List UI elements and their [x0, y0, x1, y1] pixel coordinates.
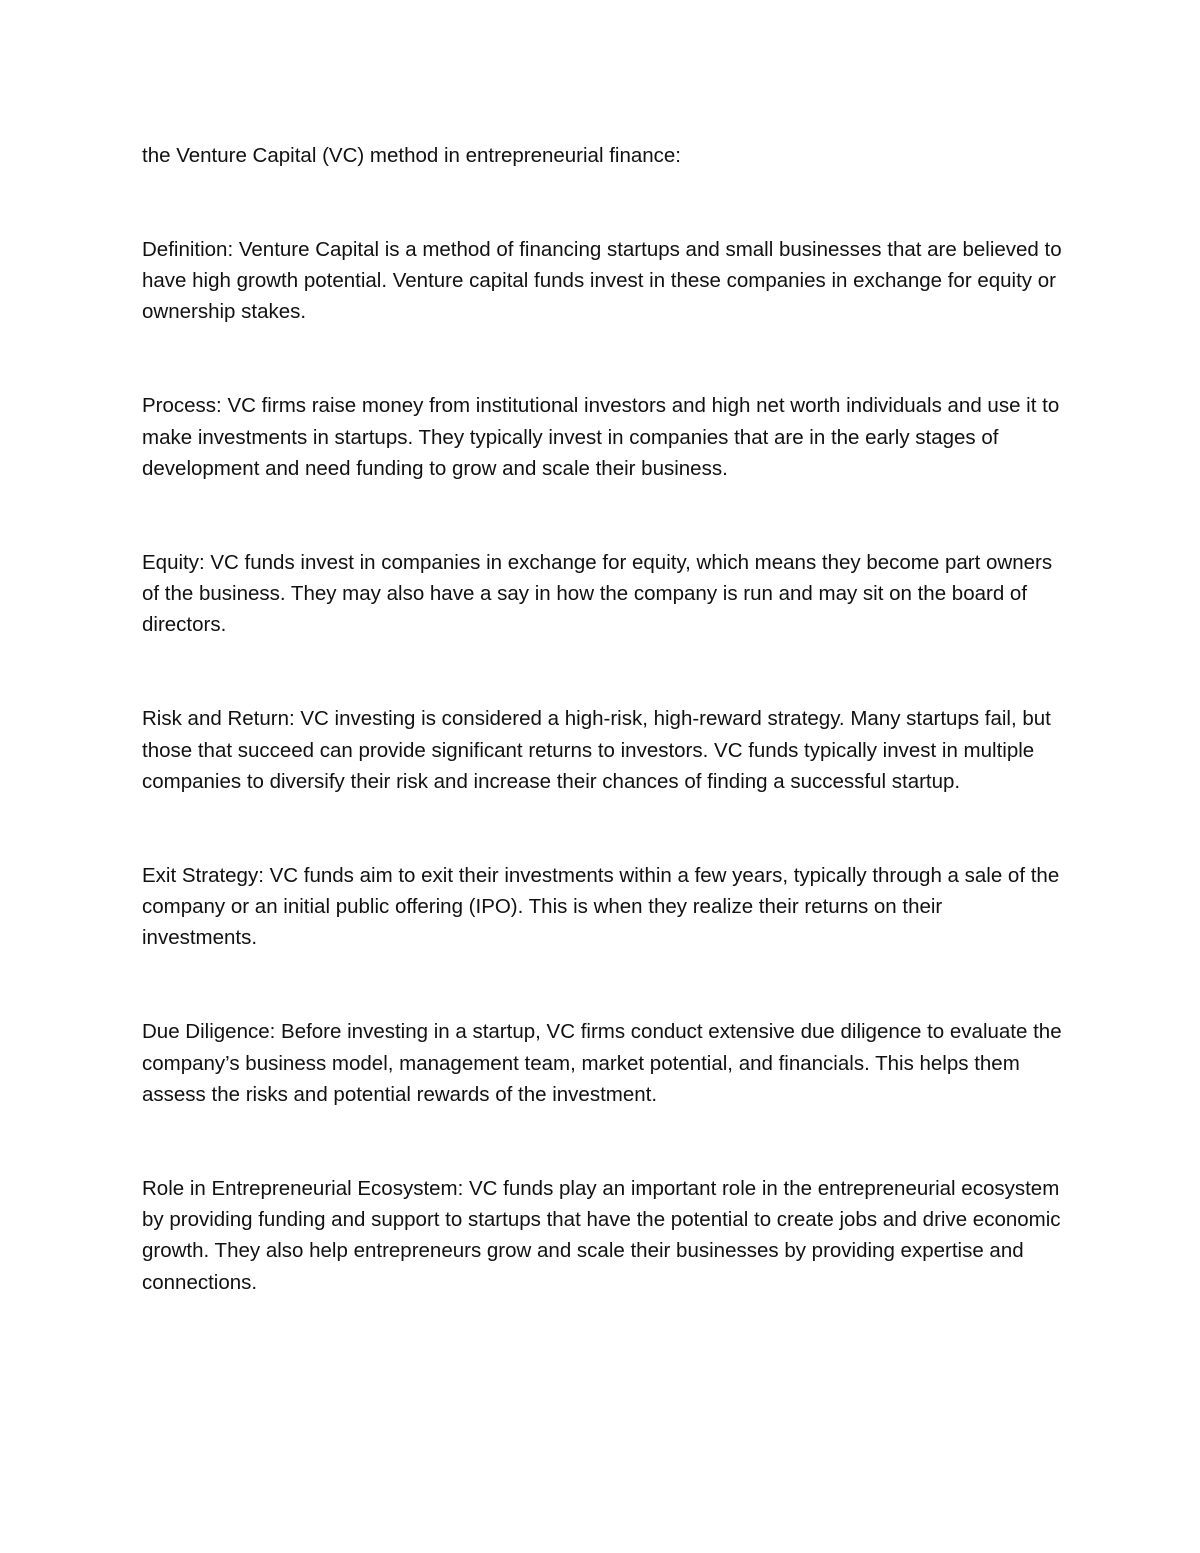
paragraph-equity: Equity: VC funds invest in companies in exchange for equity, which means they become part owners of the business. They may also have a say in how the company is run and may sit on the board of directors. — [142, 550, 1053, 637]
paragraph-risk-and-return: Risk and Return: VC investing is considered a high-risk, high-reward strategy. Many startups fail, but those that succeed can provide significant returns to investors. VC funds typically invest in multiple companies to diversify their risk and increase their chances of finding a successful startup. — [142, 707, 1051, 793]
paragraph-definition: Definition: Venture Capital is a method of financing startups and small businesses that are believed to have high growth potential. Venture capital funds invest in these companies in exchange for equity or ownership stakes. — [142, 237, 1062, 324]
intro-line: the Venture Capital (VC) method in entrepreneurial finance: — [142, 144, 682, 167]
paragraph-role-in-ecosystem: Role in Entrepreneurial Ecosystem: VC funds play an important role in the entrepreneurial ecosystem by providing funding and support to startups that have the potential to create jobs and drive economic growth. They also help entrepreneurs grow and scale their businesses by providing expertise and connections. — [142, 1176, 1061, 1294]
document-body — [142, 140, 1062, 1361]
paragraph-due-diligence: Due Diligence: Before investing in a startup, VC firms conduct extensive due diligence to evaluate the company’s business model, management team, market potential, and financials. This helps them assess the risks and potential rewards of the investment. — [142, 1020, 1062, 1106]
paragraph-exit-strategy: Exit Strategy: VC funds aim to exit their investments within a few years, typically through a sale of the company or an initial public offering (IPO). This is when they realize their returns on their investments. — [142, 863, 1060, 950]
paragraph-process: Process: VC firms raise money from institutional investors and high net worth individuals and use it to make investments in startups. They typically invest in companies that are in the early stages of development and need funding to grow and scale their business. — [142, 394, 1060, 480]
